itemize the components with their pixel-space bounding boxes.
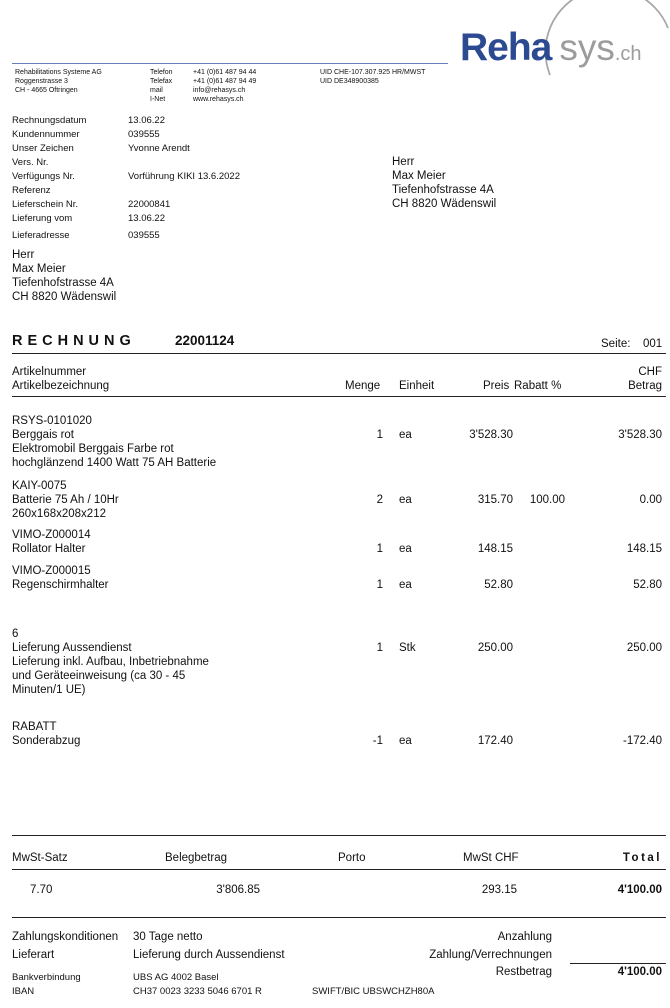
item-menge: 1 — [376, 642, 383, 654]
totals-h-porto: Porto — [338, 852, 366, 864]
line-item: 6 Lieferung Aussendienst Lieferung inkl. Aufbau, Inbetriebnahme und Geräteeinweisung (ca 30 - 45 Minuten/1 UE) — [12, 628, 209, 696]
totals-beleg: 3'806.85 — [216, 884, 260, 896]
item-betrag: 3'528.30 — [618, 429, 662, 441]
item-einheit: Stk — [399, 642, 416, 654]
delivery-type-value: Lieferung durch Aussendienst — [133, 949, 285, 961]
col-betrag: Betrag — [628, 380, 662, 392]
invoice-meta-values: 13.06.22 039555 Yvonne Arendt Vorführung KIKI 13.6.2022 22000841 13.06.22 039555 — [128, 115, 240, 241]
item-preis: 52.80 — [484, 579, 513, 591]
company-contact-values: +41 (0)61 487 94 44 +41 (0)61 487 94 49 info@rehasys.ch www.rehasys.ch — [193, 69, 257, 103]
delivery-type-label: Lieferart — [12, 949, 55, 961]
item-rabatt: 100.00 — [529, 494, 565, 506]
iban-value: CH37 0023 3233 5046 6701 R — [133, 986, 262, 997]
iban-label: IBAN — [12, 986, 35, 997]
item-menge: 1 — [376, 579, 383, 591]
swift-value: SWIFT/BIC UBSWCHZH80A — [312, 986, 435, 997]
line-item: VIMO-Z000014 Rollator Halter — [12, 529, 91, 555]
item-preis: 250.00 — [477, 642, 513, 654]
rest-rule — [570, 963, 666, 964]
bank-value: UBS AG 4002 Basel — [133, 972, 219, 983]
item-betrag: 52.80 — [633, 579, 662, 591]
invoice-number: 22001124 — [175, 333, 235, 348]
rest-label: Restbetrag — [495, 966, 552, 978]
line-item: KAIY-0075 Batterie 75 Ah / 10Hr 260x168x208x212 — [12, 480, 119, 520]
logo-sys: sys — [559, 27, 615, 68]
totals-h-total: Total — [622, 852, 662, 864]
title-rule — [12, 353, 666, 354]
item-einheit: ea — [399, 579, 412, 591]
item-preis: 3'528.30 — [469, 429, 513, 441]
item-betrag: 148.15 — [626, 543, 662, 555]
col-artbez: Artikelbezeichnung — [12, 380, 110, 392]
col-preis: Preis — [483, 380, 510, 392]
company-address: Rehabilitations Systeme AG Roggenstrasse 3 CH - 4665 Oftringen — [15, 69, 102, 94]
totals-rule-bottom — [12, 917, 666, 918]
line-item: RSYS-0101020 Berggais rot Elektromobil Berggais Farbe rot hochglänzend 1400 Watt 75 AH Batterie — [12, 415, 217, 469]
line-item: RABATT Sonderabzug — [12, 721, 81, 747]
item-einheit: ea — [399, 429, 412, 441]
logo-ch: .ch — [614, 43, 642, 65]
col-einheit: Einheit — [399, 380, 435, 392]
col-menge: Menge — [345, 380, 381, 392]
item-preis: 148.15 — [477, 543, 513, 555]
item-menge: -1 — [372, 735, 383, 747]
totals-satz: 7.70 — [30, 884, 53, 896]
col-rabatt: Rabatt % — [514, 380, 562, 392]
item-betrag: -172.40 — [622, 735, 662, 747]
header-rule — [12, 63, 448, 64]
page-number: 001 — [643, 338, 663, 350]
totals-mwst: 293.15 — [481, 884, 517, 896]
totals-rule-mid — [12, 869, 666, 870]
invoice-meta-labels: Rechnungsdatum Kundennummer Unser Zeichen Vers. Nr. Verfügungs Nr. Referenz Lieferschein Nr. Lieferung vom Lieferadresse — [12, 115, 87, 241]
header-rule-2 — [12, 396, 666, 397]
company-uid: UID CHE-107.307.925 HR/MWST UID DE348900385 — [320, 69, 426, 85]
bank-label: Bankverbindung — [12, 972, 81, 983]
totals-h-mwst: MwSt CHF — [463, 852, 519, 864]
anzahlung-label: Anzahlung — [497, 931, 552, 943]
logo-reha: Reha — [460, 26, 552, 69]
col-chf: CHF — [638, 366, 662, 378]
page-label: Seite: — [601, 338, 631, 350]
invoice-title: RECHNUNG — [12, 333, 136, 349]
item-preis: 172.40 — [477, 735, 513, 747]
item-einheit: ea — [399, 543, 412, 555]
line-item: VIMO-Z000015 Regenschirmhalter — [12, 565, 109, 591]
item-betrag: 250.00 — [626, 642, 662, 654]
totals-h-satz: MwSt-Satz — [12, 852, 68, 864]
item-preis: 315.70 — [477, 494, 513, 506]
rest-value: 4'100.00 — [617, 966, 662, 978]
totals-rule-top — [12, 835, 666, 836]
item-betrag: 0.00 — [639, 494, 662, 506]
item-menge: 1 — [376, 543, 383, 555]
totals-h-beleg: Belegbetrag — [165, 852, 228, 864]
recipient-address: Herr Max Meier Tiefenhofstrasse 4A CH 8820 Wädenswil — [392, 156, 497, 210]
payment-terms-value: 30 Tage netto — [133, 931, 203, 943]
col-artnr: Artikelnummer — [12, 366, 87, 378]
verrechnung-label: Zahlung/Verrechnungen — [429, 949, 552, 961]
totals-total: 4'100.00 — [617, 884, 662, 896]
payment-terms-label: Zahlungskonditionen — [12, 931, 119, 943]
item-menge: 1 — [376, 429, 383, 441]
item-einheit: ea — [399, 735, 412, 747]
delivery-address: Herr Max Meier Tiefenhofstrasse 4A CH 8820 Wädenswil — [12, 249, 117, 303]
company-contact-labels: Telefon Telefax mail I-Net — [150, 69, 173, 103]
item-einheit: ea — [399, 494, 412, 506]
item-menge: 2 — [376, 494, 383, 506]
